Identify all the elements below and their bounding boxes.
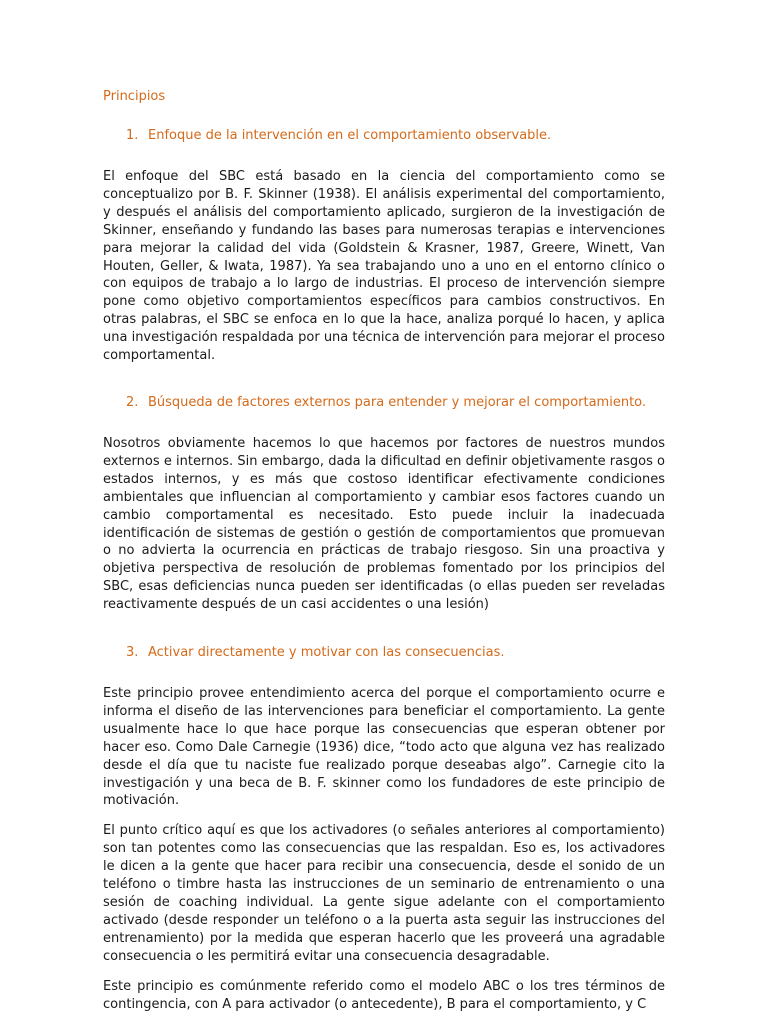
section-3-paragraph-1: Este principio provee entendimiento acerca del porque el comportamiento ocurre e informa el diseño de las intervenciones para beneficiar el comportamiento. La gente usualmente hace lo que hace porque las consecuencias que esperan obtener por hacer eso. Como Dale Carnegie (1936) dice, “todo acto que alguna vez has realizado desde el día que tu naciste fue realizado porque deseabas algo”. Carnegie cito la investigación y una beca de B. F. skinner como los fundadores de este principio de motivación.: [103, 686, 665, 809]
section-2-number: 2.: [126, 394, 139, 410]
section-3-number: 3.: [126, 645, 139, 661]
section-1-paragraph-1: El enfoque del SBC está basado en la ciencia del comportamiento como se conceptualizo por B. F. Skinner (1938). El análisis experimental del comportamiento, y después el análisis del comportamiento aplicado, surgieron de la investigación de Skinner, enseñando y fundando las bases para numerosas terapias e intervenciones para mejorar la calidad del vida (Goldstein & Krasner, 1987, Greere, Winett, Van Houten, Geller, & Iwata, 1987). Ya sea trabajando uno a uno en el entorno clínico o con equipos de trabajo a lo largo de industrias. El proceso de intervención siempre pone como objetivo comportamientos específicos para cambios constructivos. En otras palabras, el SBC se enfoca en lo que la hace, analiza porqué lo hacen, y aplica una investigación respaldada por una técnica de intervención para mejorar el proceso comportamental.: [103, 169, 665, 364]
section-3-title: Activar directamente y motivar con las consecuencias.: [148, 645, 505, 661]
section-3-paragraph-2: El punto crítico aquí es que los activadores (o señales anteriores al comportamiento) son tan potentes como las consecuencias que las respaldan. Eso es, los activadores le dicen a la gente que hacer para recibir una consecuencia, desde el sonido de un teléfono o timbre hasta las instrucciones de un seminario de entrenamiento o una sesión de coaching individual. La gente sigue adelante con el comportamiento activado (desde responder un teléfono o a la puerta asta seguir las instrucciones del entrenamiento) por la medida que esperan hacerlo que les proveerá una agradable consecuencia o les permitirá evitar una consecuencia desagradable.: [103, 823, 665, 964]
page-title: Principios: [103, 89, 166, 104]
section-3-heading: [103, 644, 665, 662]
section-1-title: Enfoque de la intervención en el comportamiento observable.: [148, 128, 552, 143]
document-page: [103, 88, 665, 1013]
section-3-paragraph-3: Este principio es comúnmente referido como el modelo ABC o los tres términos de contingencia, con A para activador (o antecedente), B para el comportamiento, y C: [103, 978, 665, 1012]
section-2-paragraph-1: Nosotros obviamente hacemos lo que hacemos por factores de nuestros mundos externos e internos. Sin embargo, dada la dificultad en definir objetivamente rasgos o estados internos, y es más que costoso identificar efectivamente condiciones ambientales que influencian al comportamiento y cambiar esos factores cuando un cambio comportamental es necesitado. Esto puede incluir la inadecuada identificación de sistemas de gestión o gestión de comportamientos que promuevan o no advierta la ocurrencia en prácticas de trabajo riesgoso. Sin una proactiva y objetiva perspectiva de resolución de problemas fomentado por los principios del SBC, esas deficiencias nunca pueden ser identificadas (o ellas pueden ser reveladas reactivamente después de un casi accidentes o una lesión): [103, 435, 665, 613]
section-1-heading: [103, 127, 665, 145]
section-2-title: Búsqueda de factores externos para entender y mejorar el comportamiento.: [148, 394, 647, 410]
section-2-heading: [103, 394, 665, 412]
section-1-number: 1.: [126, 128, 139, 143]
